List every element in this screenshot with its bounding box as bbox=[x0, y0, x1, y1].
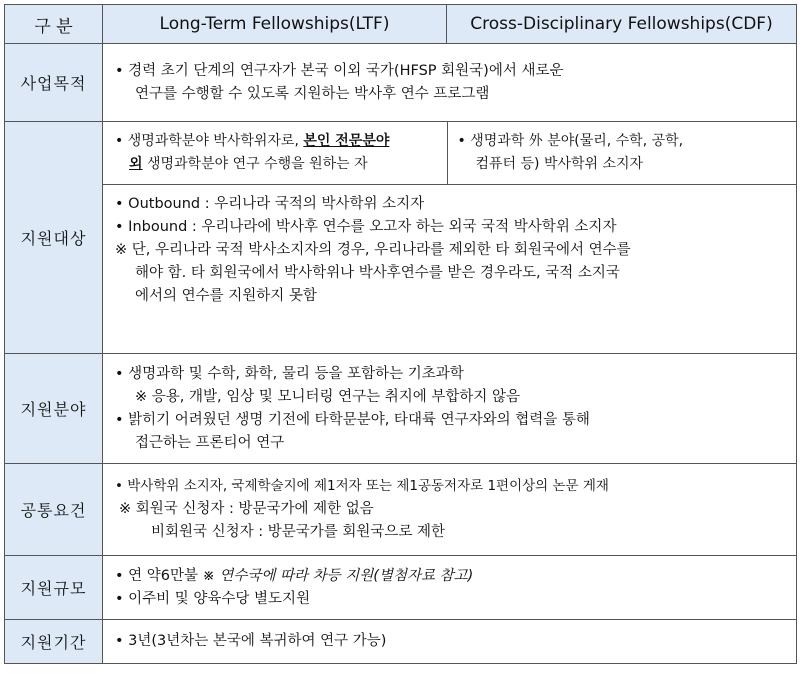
scale-amount: • 연 약6만불 bbox=[115, 567, 203, 584]
row-label-requirements: 공통요건 bbox=[5, 464, 103, 556]
eligibility-note-1: ※ 단, 우리나라 국적 박사소지자의 경우, 우리나라를 제외한 타 회원국에서 연수를 bbox=[115, 242, 631, 258]
eligibility-outbound: • Outbound : 우리나라 국적의 박사학위 소지자 bbox=[115, 196, 425, 212]
ltf-emphasis-1: 본인 전문분야 bbox=[303, 133, 390, 149]
scale-note: ※ 연수국에 따라 차등 지원(별첨자료 참고) bbox=[202, 567, 474, 584]
ltf-text-1: • 생명과학분야 박사학위자로, bbox=[115, 133, 304, 149]
scale-line-2: • 이주비 및 양육수당 별도지원 bbox=[115, 590, 311, 607]
row-label-purpose: 사업목적 bbox=[5, 44, 103, 122]
scale-content bbox=[103, 556, 797, 620]
eligibility-common bbox=[103, 185, 797, 315]
eligibility-split bbox=[103, 122, 797, 314]
row-purpose bbox=[5, 44, 797, 122]
cdf-line-2: 컴퓨터 등) 박사학위 소지자 bbox=[475, 156, 644, 172]
eligibility-note-3: 에서의 연수를 지원하지 못함 bbox=[135, 288, 317, 304]
row-label-scale: 지원규모 bbox=[5, 556, 103, 620]
period-line-1: • 3년(3년차는 본국에 복귀하여 연구 가능) bbox=[115, 633, 387, 649]
header-row bbox=[5, 5, 797, 44]
field-line-4: 접근하는 프론티어 연구 bbox=[135, 434, 285, 451]
requirements-line-3: 비회원국 신청자 : 방문국가를 회원국으로 제한 bbox=[151, 524, 446, 540]
header-cdf: Cross-Disciplinary Fellowships(CDF) bbox=[447, 5, 797, 44]
row-eligibility bbox=[5, 122, 797, 354]
purpose-line-2: 연구를 수행할 수 있도록 지원하는 박사후 연수 프로그램 bbox=[135, 85, 490, 102]
eligibility-content bbox=[103, 122, 797, 354]
field-line-3: • 밝히기 어려웠던 생명 기전에 타학문분야, 타대륙 연구자와의 협력을 통해 bbox=[115, 411, 590, 428]
header-ltf: Long-Term Fellowships(LTF) bbox=[103, 5, 447, 44]
fellowship-table bbox=[4, 4, 797, 664]
field-line-2: ※ 응용, 개발, 임상 및 모니터링 연구는 취지에 부합하지 않음 bbox=[135, 388, 521, 405]
row-field bbox=[5, 354, 797, 464]
row-scale bbox=[5, 556, 797, 620]
requirements-line-1: • 박사학위 소지자, 국제학술지에 제1저자 또는 제1공동저자로 1편이상의 논문 게재 bbox=[115, 478, 609, 494]
eligibility-note-2: 해야 함. 타 회원국에서 박사학위나 박사후연수를 받은 경우라도, 국적 소지국 bbox=[135, 265, 620, 281]
row-label-field: 지원분야 bbox=[5, 354, 103, 464]
requirements-line-2: ※ 회원국 신청자 : 방문국가에 제한 없음 bbox=[119, 501, 374, 517]
purpose-content bbox=[103, 44, 797, 122]
row-period bbox=[5, 620, 797, 664]
field-line-1: • 생명과학 및 수학, 화학, 물리 등을 포함하는 기초과학 bbox=[115, 365, 464, 382]
row-label-eligibility: 지원대상 bbox=[5, 122, 103, 354]
ltf-text-2: 생명과학분야 연구 수행을 원하는 자 bbox=[142, 156, 368, 172]
requirements-content bbox=[103, 464, 797, 556]
ltf-emphasis-2: 외 bbox=[129, 156, 143, 172]
row-label-period: 지원기간 bbox=[5, 620, 103, 664]
field-content bbox=[103, 354, 797, 464]
cdf-line-1: • 생명과학 外 분야(물리, 수학, 공학, bbox=[457, 133, 684, 149]
eligibility-ltf bbox=[103, 122, 447, 185]
header-category: 구 분 bbox=[5, 5, 103, 44]
purpose-line-1: • 경력 초기 단계의 연구자가 본국 이외 국가(HFSP 회원국)에서 새로운 bbox=[115, 62, 564, 79]
period-content bbox=[103, 620, 797, 664]
eligibility-inbound: • Inbound : 우리나라에 박사후 연수를 오고자 하는 외국 국적 박사학위 소지자 bbox=[115, 219, 617, 235]
row-requirements bbox=[5, 464, 797, 556]
eligibility-cdf bbox=[447, 122, 797, 185]
